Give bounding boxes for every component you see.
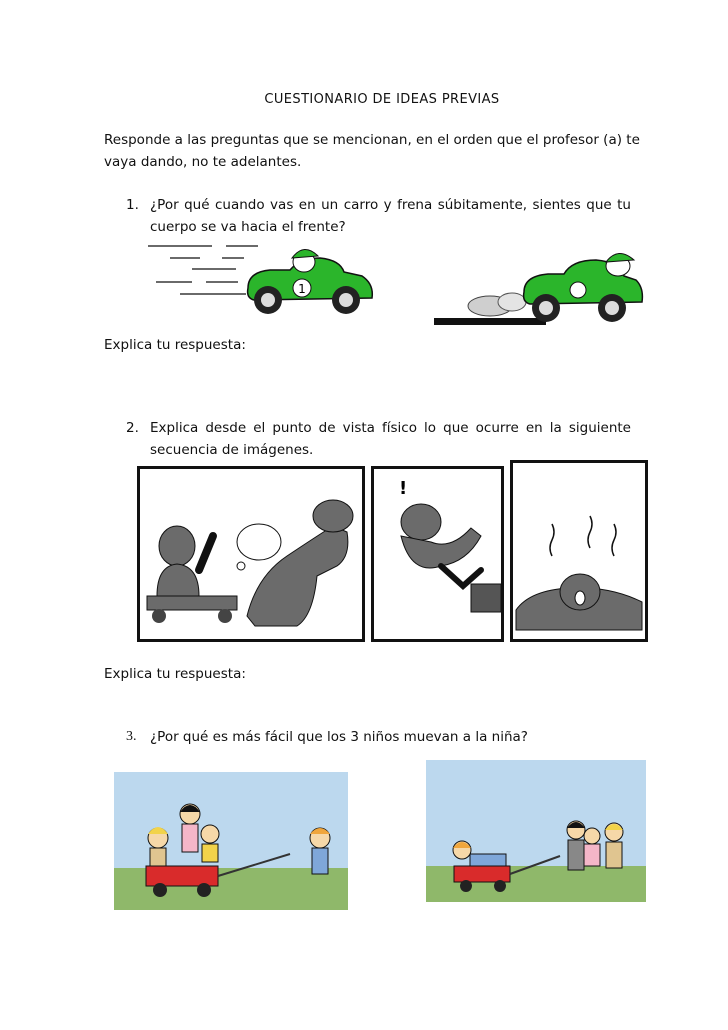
- question-text: ¿Por qué es más fácil que los 3 niños muevan a la niña?: [150, 729, 528, 745]
- explain-answer-label-1: Explica tu respuesta:: [104, 337, 246, 353]
- question-2: [126, 417, 631, 461]
- question-3: [126, 726, 631, 748]
- question-number: 2.: [126, 420, 139, 436]
- race-car-moving-illustration: [140, 236, 380, 332]
- explain-answer-label-2: Explica tu respuesta:: [104, 666, 246, 682]
- question-1: [126, 194, 631, 238]
- car-number-label: 1: [298, 282, 306, 296]
- comic-panel-boy-wagon-dog: [137, 466, 365, 642]
- question-number: 1.: [126, 197, 139, 213]
- comic-panel-boy-flying: [371, 466, 504, 642]
- question-text: ¿Por qué cuando vas en un carro y frena súbitamente, sientes que tu cuerpo se va hacia el frente?: [150, 197, 631, 235]
- question-text: Explica desde el punto de vista físico lo que ocurre en la siguiente secuencia de imágenes.: [150, 420, 631, 458]
- illustration-kids-pulling-wagon: [114, 772, 348, 910]
- instructions-paragraph: Responde a las preguntas que se mencionan, en el orden que el profesor (a) te vaya dando, no te adelantes.: [104, 132, 640, 170]
- question-number: 3.: [126, 729, 137, 744]
- illustration-girl-in-wagon: [426, 760, 646, 902]
- race-car-braking-illustration: [430, 244, 650, 330]
- document-title: CUESTIONARIO DE IDEAS PREVIAS: [264, 92, 500, 107]
- comic-panel-boy-crashed: [510, 460, 648, 642]
- exclamation-mark: !: [399, 478, 408, 499]
